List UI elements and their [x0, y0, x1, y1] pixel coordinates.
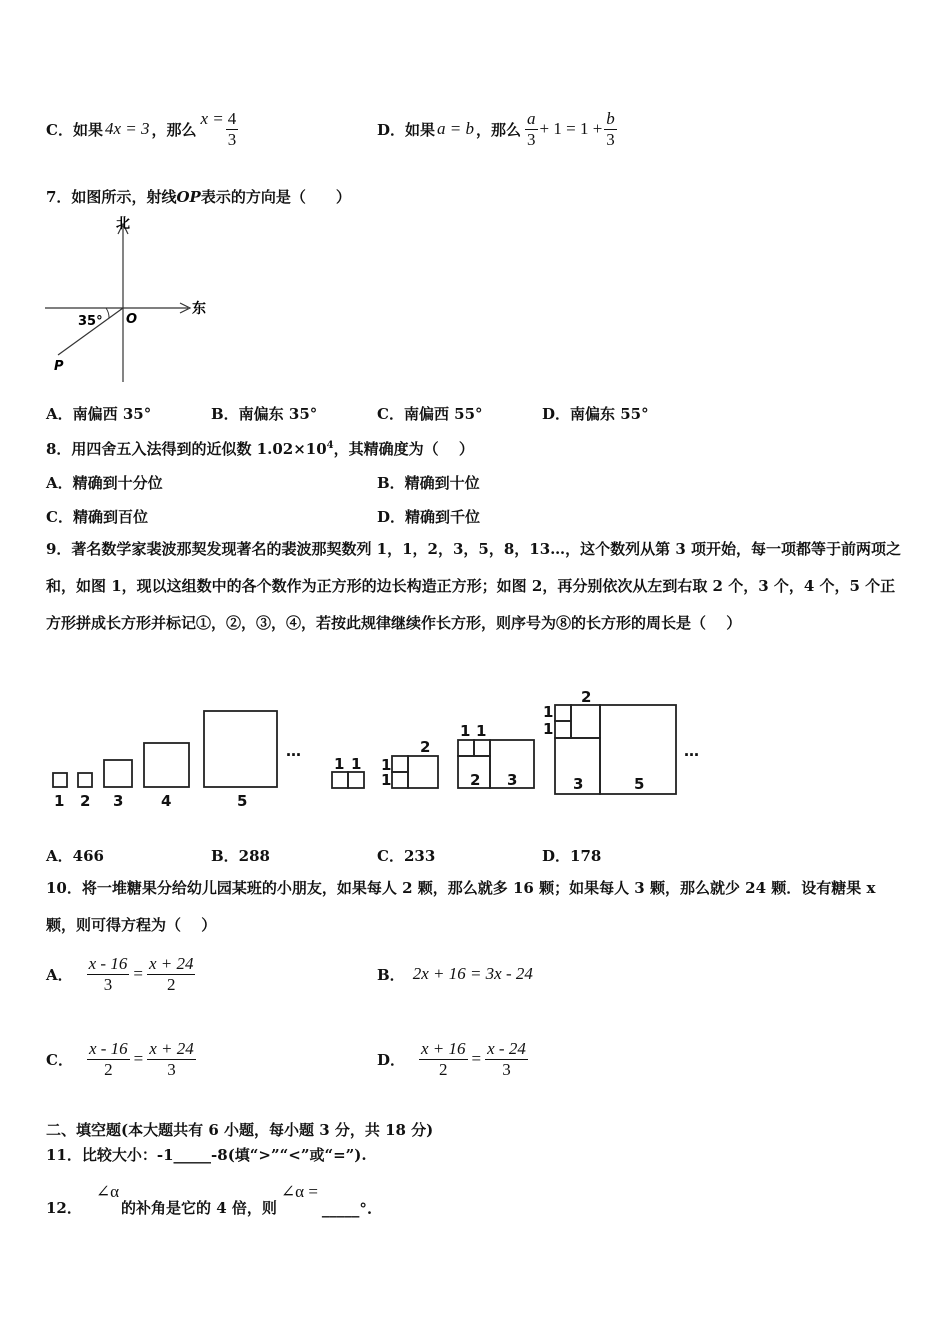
- q10-d-num1: x + 16: [421, 1038, 466, 1058]
- q9-rect2-square-b: [392, 772, 408, 788]
- q7-angle-label: 35°: [78, 314, 103, 329]
- q7-var: OP: [176, 188, 201, 206]
- q9-rect2-label-b: 1: [381, 771, 392, 789]
- q7-option-c: C．南偏西 55°: [377, 405, 483, 423]
- q10-a-equals: =: [133, 964, 143, 983]
- q6-c-num: 4: [227, 108, 237, 128]
- q12-blank: _____°.: [321, 1200, 373, 1218]
- q12-angle-eq: ∠α =: [280, 1182, 318, 1201]
- q10-c-fraction-2: [147, 1039, 196, 1080]
- q9-rect4-label-c: 2: [581, 688, 592, 706]
- q8-exponent: 4: [326, 440, 334, 451]
- q9-rect1-square-a: [332, 772, 348, 788]
- q9-rect3-square-a: [458, 740, 474, 756]
- q9-fig1-square-4: [144, 743, 189, 787]
- q9-option-c: C．233: [377, 847, 436, 865]
- q9-rect1-label-a: 1: [334, 755, 345, 773]
- q10-c-den1: 2: [104, 1059, 113, 1079]
- q9-fig1-ellipsis: …: [286, 742, 301, 760]
- q9-fig1-square-2: [78, 773, 92, 787]
- q10-a-num2: x + 24: [148, 953, 194, 973]
- q9-fig1-square-5: [204, 711, 277, 787]
- q10-d-equals: =: [471, 1049, 482, 1068]
- q10-a-den2: 2: [166, 974, 176, 994]
- q9-fig1-label-3: 3: [113, 792, 124, 810]
- q8-option-d: D．精确到千位: [377, 508, 481, 526]
- q12-label: 12．: [46, 1199, 82, 1217]
- q9-fig1-label-4: 4: [161, 792, 172, 810]
- q9-fig1-label-2: 2: [80, 792, 91, 810]
- q8-stem-end: ，其精确度为（ ）: [333, 440, 474, 458]
- q7-stem-text: 7．如图所示，射线: [46, 188, 177, 206]
- q12-stem: [46, 1178, 372, 1218]
- q7-point-label: P: [54, 359, 64, 374]
- q9-rect3-label-d: 3: [507, 771, 518, 789]
- q9-rect4-label-b: 1: [543, 720, 554, 738]
- q10-a-fraction-2: [147, 954, 196, 995]
- q6-c-mid: ，那么: [151, 120, 197, 139]
- q9-rect4-label-a: 1: [543, 703, 554, 721]
- q12-mid: 的补角是它的 4 倍，则: [121, 1199, 277, 1217]
- q10-d-num2: x - 24: [487, 1038, 526, 1058]
- q9-rect1-label-b: 1: [351, 755, 362, 773]
- q10-b-equation: 2x + 16 = 3x - 24: [412, 964, 533, 983]
- q10-a-label: A．: [46, 965, 73, 984]
- q6-d-num2: b: [606, 108, 615, 128]
- q9-fig1-label-1: 1: [54, 792, 65, 810]
- q9-option-d: D．178: [542, 847, 602, 865]
- q9-fig2-ellipsis: …: [684, 742, 699, 760]
- q10-d-fraction-2: [485, 1039, 528, 1080]
- q9-fig1-square-1: [53, 773, 67, 787]
- q10-d-fraction-1: [419, 1039, 468, 1080]
- q7-stem-end: 表示的方向是（ ）: [200, 188, 351, 206]
- q11-stem: 11．比较大小：-1_____-8(填“>”“<”或“=”).: [46, 1146, 367, 1164]
- q9-rect2-label-c: 2: [420, 738, 431, 756]
- q10-a-fraction-1: [87, 954, 130, 995]
- q8-stem-text: 8．用四舍五入法得到的近似数 1.02×10: [46, 440, 327, 458]
- q10-c-num1: x - 16: [88, 1038, 128, 1058]
- q7-east-label: 东: [192, 301, 206, 317]
- q9-fig1-square-3: [104, 760, 132, 787]
- q8-option-b: B．精确到十位: [377, 474, 480, 492]
- q10-d-den1: 2: [439, 1059, 448, 1079]
- q7-north-label: 北: [116, 216, 130, 232]
- q10-b-label: B．: [377, 965, 405, 984]
- q12-angle: ∠α: [95, 1182, 120, 1201]
- q10-a-den1: 3: [103, 974, 113, 994]
- q9-rect2-label-a: 1: [381, 756, 392, 774]
- q9-option-b: B．288: [211, 847, 270, 865]
- q6-d-equation: a = b: [437, 119, 474, 138]
- q6-c-equation: 4x = 3: [104, 119, 150, 138]
- q9-rect3-label-c: 2: [470, 771, 481, 789]
- q10-c-equals: =: [133, 1049, 144, 1068]
- q10-stem: 10．将一堆糖果分给幼儿园某班的小朋友，如果每人 2 颗，那么就多 16 颗；如果每人 3 颗，那么就少 24 颗．设有糖果 x 颗，则可得方程为（ ）: [46, 879, 876, 934]
- q7-origin-label: O: [126, 312, 138, 327]
- q7-option-a: A．南偏西 35°: [46, 405, 152, 423]
- q10-d-den2: 3: [502, 1059, 511, 1079]
- q9-rect3-square-b: [474, 740, 490, 756]
- q7-direction-figure: [40, 212, 220, 387]
- q9-rect2-square-a: [392, 756, 408, 772]
- q9-rect3-label-b: 1: [476, 722, 487, 740]
- q6-d-den2: 3: [606, 129, 615, 149]
- q9-rect4-square-a: [555, 705, 571, 721]
- q9-rect1-square-b: [348, 772, 364, 788]
- q6-d-fraction-1: [525, 109, 538, 150]
- q10-c-den2: 3: [167, 1059, 176, 1079]
- q7-option-d: D．南偏东 55°: [542, 405, 649, 423]
- q6-c-label: C．如果: [46, 120, 103, 139]
- q10-a-num1: x - 16: [88, 953, 128, 973]
- q9-stem: 9．著名数学家裴波那契发现著名的裴波那契数列 1，1，2，3，5，8，13…，这个数列从第 3 项开始，每一项都等于前两项之和，如图 1，现以这组数中的各个数作为正方形的边长构造正方形；如图 2，再分别依次从左到右取 2 个，3 个，4 个，5 个正方形拼成长方形并标记①，②，③，④，若按此规律继续作长方形，则序号为⑧的长方形的周长是（ ）: [46, 540, 902, 632]
- q9-option-a: A．466: [46, 847, 104, 865]
- q6-d-middle: + 1 = 1 +: [539, 119, 603, 138]
- section2-title: 二、填空题(本大题共有 6 小题，每小题 3 分，共 18 分): [46, 1121, 434, 1139]
- q7-angle-arc: [106, 308, 109, 318]
- q6-c-lhs: x =: [200, 109, 224, 128]
- q9-rect4-square-b: [555, 721, 571, 738]
- q9-figure: [40, 684, 720, 814]
- q6-c-fraction: [226, 109, 239, 150]
- q6-d-den1: 3: [527, 129, 536, 149]
- q10-option-a: [46, 948, 195, 1000]
- q9-rect2-square-c: [408, 756, 438, 788]
- q9-rect3-label-a: 1: [460, 722, 471, 740]
- q10-option-b: [377, 948, 533, 1000]
- q10-option-c: [46, 1033, 196, 1085]
- q9-rect4-square-c: [571, 705, 600, 738]
- q6-c-den: 3: [227, 129, 237, 149]
- q6-d-label: D．如果: [377, 120, 436, 139]
- q10-c-fraction-1: [87, 1039, 130, 1080]
- q10-c-label: C．: [46, 1050, 73, 1069]
- q8-option-c: C．精确到百位: [46, 508, 148, 526]
- q7-stem: [46, 186, 351, 207]
- q10-c-num2: x + 24: [149, 1038, 194, 1058]
- q6-d-mid: ，那么: [476, 120, 522, 139]
- q9-rect4-label-d: 3: [573, 775, 584, 793]
- q6-d-num1: a: [527, 108, 536, 128]
- q8-option-a: A．精确到十分位: [46, 474, 163, 492]
- q7-option-b: B．南偏东 35°: [211, 405, 318, 423]
- q8-stem: [46, 438, 474, 459]
- q6-d-fraction-2: [604, 109, 617, 150]
- q9-fig1-label-5: 5: [237, 792, 248, 810]
- q10-option-d: [377, 1033, 528, 1085]
- q10-d-label: D．: [377, 1050, 406, 1069]
- q9-rect4-label-e: 5: [634, 775, 645, 793]
- q6-option-d: [377, 104, 617, 154]
- q6-option-c: [46, 104, 238, 154]
